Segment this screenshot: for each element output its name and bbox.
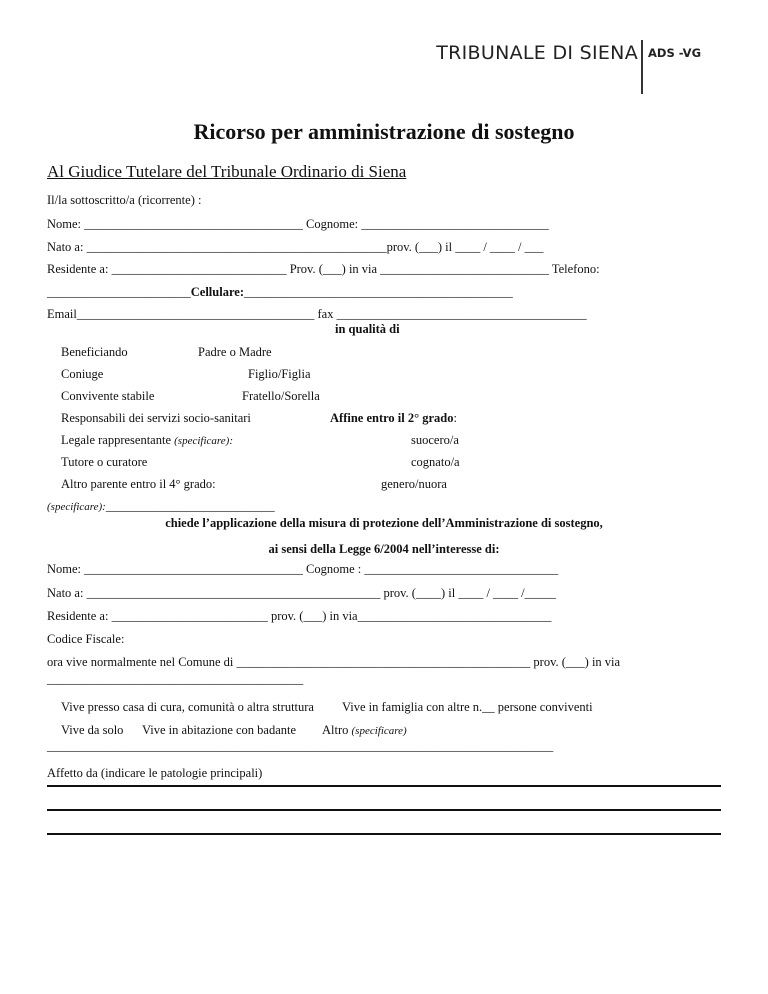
beneficiary-cf-line[interactable]: Codice Fiscale: bbox=[47, 632, 125, 646]
option-famiglia[interactable]: Vive in famiglia con altre n.__ persone conviventi bbox=[342, 700, 593, 714]
specificare-line[interactable] bbox=[47, 499, 275, 514]
pathologies-label: Affetto da (indicare le patologie principali) bbox=[47, 766, 263, 780]
option-figlio[interactable]: Figlio/Figlia bbox=[248, 367, 311, 381]
specificare-label: (specificare): bbox=[47, 501, 106, 513]
page-subtitle: Al Giudice Tutelare del Tribunale Ordinario di Siena bbox=[47, 162, 407, 181]
option-casa-cura[interactable]: Vive presso casa di cura, comunità o altra struttura bbox=[61, 700, 314, 714]
capacity-heading: in qualità di bbox=[335, 322, 400, 336]
applicant-mobile-line[interactable] bbox=[47, 285, 513, 300]
mobile-field: ___________________________________________ bbox=[243, 285, 513, 299]
beneficiary-birth-line[interactable]: Nato a: _______________________________________________ prov. (____) il ____ / ____ /_____ bbox=[47, 586, 556, 600]
affine-heading bbox=[330, 411, 457, 426]
page-title: Ricorso per amministrazione di sostegno bbox=[193, 119, 575, 144]
living-blank-line[interactable]: _________________________________________________________________________________ bbox=[47, 739, 554, 753]
option-altro-label: Altro bbox=[322, 723, 349, 737]
beneficiary-via-blank[interactable]: _________________________________________ bbox=[47, 672, 304, 686]
option-badante[interactable]: Vive in abitazione con badante bbox=[142, 723, 297, 737]
applicant-name-line[interactable]: Nome: ___________________________________ Cognome: ______________________________ bbox=[47, 217, 549, 231]
applicant-residence-line[interactable]: Residente a: ____________________________ Prov. (___) in via ___________________________ Telefono: bbox=[47, 262, 600, 276]
header-divider bbox=[641, 40, 643, 94]
option-cognato[interactable]: cognato/a bbox=[411, 455, 460, 469]
option-solo[interactable]: Vive da solo bbox=[61, 723, 124, 737]
option-convivente[interactable]: Convivente stabile bbox=[61, 389, 155, 403]
request-line-2: ai sensi della Legge 6/2004 nell’interesse di: bbox=[268, 542, 500, 556]
beneficiary-comune-line[interactable]: ora vive normalmente nel Comune di _______________________________________________ prov. (___) in via bbox=[47, 655, 621, 669]
option-tutore[interactable]: Tutore o curatore bbox=[61, 455, 148, 469]
beneficiary-name-line[interactable]: Nome: ___________________________________ Cognome : _______________________________ bbox=[47, 562, 559, 576]
pathology-line-1[interactable] bbox=[47, 785, 721, 787]
pathology-line-3[interactable] bbox=[47, 833, 721, 835]
affine-heading-text: Affine entro il 2° grado bbox=[330, 411, 454, 425]
applicant-birth-line[interactable]: Nato a: ________________________________________________prov. (___) il ____ / ____ / ___ bbox=[47, 240, 544, 254]
option-fratello[interactable]: Fratello/Sorella bbox=[242, 389, 320, 403]
option-legale[interactable] bbox=[61, 433, 233, 448]
option-legale-spec: (specificare): bbox=[174, 435, 233, 447]
court-name: TRIBUNALE DI SIENA bbox=[436, 42, 638, 64]
option-altro-spec: (specificare) bbox=[351, 725, 407, 737]
mobile-label: Cellulare: bbox=[190, 285, 244, 299]
option-beneficiando[interactable]: Beneficiando bbox=[61, 345, 128, 359]
option-altro-parente[interactable]: Altro parente entro il 4° grado: bbox=[61, 477, 216, 491]
beneficiary-residence-line[interactable]: Residente a: _________________________ prov. (___) in via_______________________________ bbox=[47, 609, 552, 623]
applicant-intro: Il/la sottoscritto/a (ricorrente) : bbox=[47, 193, 202, 207]
mobile-blank: _______________________ bbox=[47, 285, 191, 299]
affine-heading-colon: : bbox=[453, 411, 457, 425]
specificare-blank: ___________________________ bbox=[105, 499, 275, 513]
applicant-email-line[interactable]: Email______________________________________ fax ________________________________________ bbox=[47, 307, 587, 321]
option-legale-label: Legale rappresentante bbox=[61, 433, 172, 447]
pathology-line-2[interactable] bbox=[47, 809, 721, 811]
option-genero[interactable]: genero/nuora bbox=[381, 477, 447, 491]
option-coniuge[interactable]: Coniuge bbox=[61, 367, 104, 381]
form-code: ADS -VG bbox=[648, 46, 702, 60]
option-responsabili[interactable]: Responsabili dei servizi socio-sanitari bbox=[61, 411, 251, 425]
option-altro[interactable] bbox=[322, 723, 407, 738]
request-line-1: chiede l’applicazione della misura di protezione dell’Amministrazione di sostegno, bbox=[165, 516, 603, 530]
option-padre-madre[interactable]: Padre o Madre bbox=[198, 345, 272, 359]
option-suocero[interactable]: suocero/a bbox=[411, 433, 459, 447]
